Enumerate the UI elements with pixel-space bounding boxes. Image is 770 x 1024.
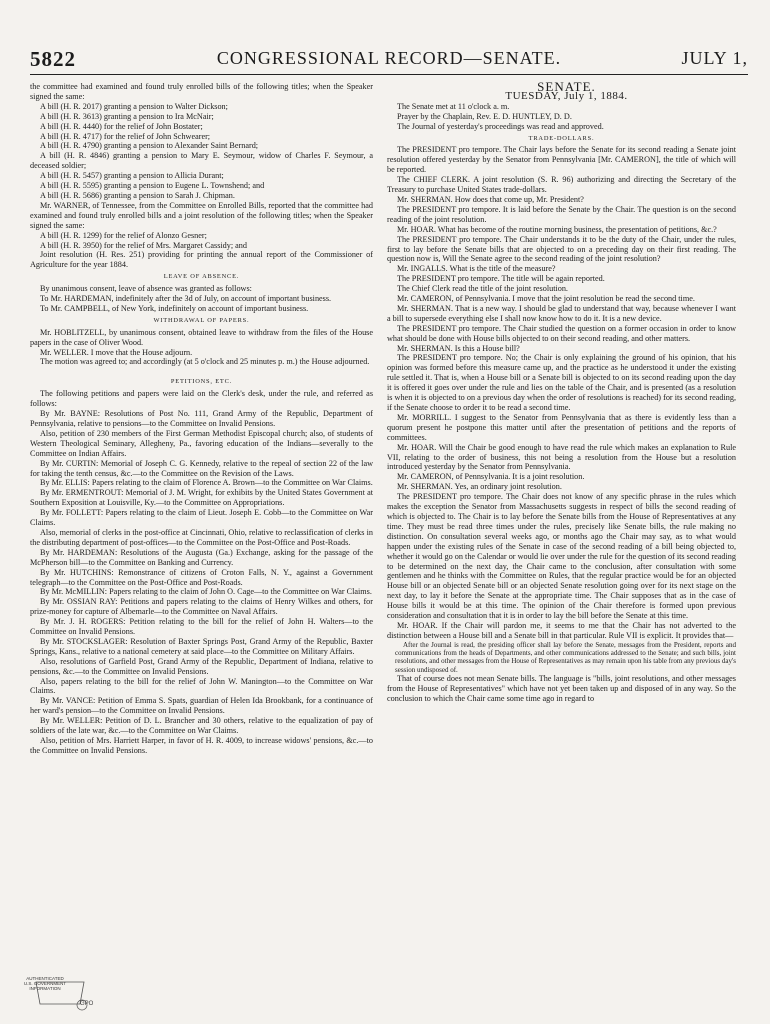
paragraph: The Journal of yesterday's proceedings was read and approved. [397,121,604,131]
left-column [30,82,373,756]
stamp-line: INFORMATION [29,986,61,992]
paragraph: Also, resolutions of Garfield Post, Grand Army of the Republic, Department of Indiana, relative to pensions, &c.—to the Committee on Invalid Pensions. [30,656,373,676]
paragraph: A bill (H. R. 1299) for the relief of Alonzo Gesner; [40,230,207,240]
paragraph: A bill (H. R. 5457) granting a pension to Allicia Durant; [40,171,224,181]
quoted-rule: After the Journal is read, the presiding officer shall lay before the Senate, messages from the President, reports and communications from the heads of Departments, and other communications addressed to the Senate; and such bills, joint resolutions, and other messages from the House of Representatives as may remain upon his table from any previous day's session undisposed of. [395,640,736,674]
paragraph: The PRESIDENT pro tempore. The title will be again reported. [397,274,605,284]
paragraph: Mr. CAMERON, of Pennsylvania. I move that the joint resolution be read the second time. [397,294,695,304]
paragraph: The CHIEF CLERK. A joint resolution (S. R. 96) authorizing and directing the Secretary of the Treasury to purchase United States trade-dollars. [387,175,736,195]
paragraph: That of course does not mean Senate bills. The language is "bills, joint resolutions, and other messages from the House of Representatives" which have not yet been taken up and disposed of in any way. So the conclusion to which the Chair came some time ago in regard to [387,673,736,703]
paragraph: To Mr. CAMPBELL, of New York, indefinitely on account of important business. [40,303,309,313]
paragraph: Mr. SHERMAN. How does that come up, Mr. President? [397,194,584,204]
paragraph: A bill (H. R. 5595) granting a pension to Eugene L. Townshend; and [40,181,265,191]
paragraph: A bill (H. R. 4846) granting a pension to Mary E. Seymour, widow of Charles F. Seymour, a deceased soldier; [30,151,373,171]
paragraph: A bill (H. R. 4717) for the relief of John Schwearer; [40,131,211,141]
paragraph: Mr. SHERMAN. Yes, an ordinary joint resolution. [397,482,562,492]
paragraph: Also, memorial of clerks in the post-office at Cincinnati, Ohio, relative to reclassification of clerks in the distributing department of post-offices—to the Committee on the Post-Office and Post-Roads. [30,527,373,547]
paragraph: By Mr. VANCE: Petition of Emma S. Spats, guardian of Helen Ida Brookbank, for a continuance of her ward's pension—to the Committee on Invalid Pensions. [30,696,373,716]
paragraph: Joint resolution (H. Res. 251) providing for printing the annual report of the Commissioner of Agriculture for the year 1884. [30,250,373,270]
paragraph: The PRESIDENT pro tempore. The Chair does not know of any specific phrase in the rules which makes the exception the Senator from Massachusetts suggests in respect of bills the second reading of which is objected to. The Chair is to lay before the Senate bills from the House of Representatives at any time. They must be read three times under the rules, precisely like Senate bills, the rule making no distinction. On consultation several weeks ago, or months ago the Chair may say, as to what would happen under the existing rules of the Senate in case of the second reading of a bill being objected to, whether it would go on the Calendar or would lie over under the rule for the question of its second reading to be determined on the next day, the Chair came to the conclusion, after consultation with some gentlemen and he thinks with the Committee on Rules, that the regular practice would be for an objected House bill or an objected Senate bill or an objected Senate resolution going over for its next stage on the next day, to lay it before the Senate at the appropriate time. The Chair supposes that as in the case of House bills it would be at this time. The opinion of the Chair therefore is formed upon previous consideration and consultation that it is in order to lay the bill before the Senate at this time. [387,492,736,621]
paragraph: The Senate met at 11 o'clock a. m. [397,101,510,111]
paragraph: By Mr. STOCKSLAGER: Resolution of Baxter Springs Post, Grand Army of the Republic, Baxter Springs, Kans., relative to a national cemetery at said place—to the Committee on Military Affairs. [30,636,373,656]
header-rule [30,74,748,75]
paragraph: A bill (H. R. 3613) granting a pension to Ira McNair; [40,111,214,121]
paragraph: Mr. INGALLS. What is the title of the measure? [397,264,556,274]
paragraph: A bill (H. R. 3950) for the relief of Mrs. Margaret Cassidy; and [40,240,247,250]
senate-heading: SENATE. [537,79,596,94]
paragraph: Mr. WARNER, of Tennessee, from the Committee on Enrolled Bills, reported that the committee had examined and found truly enrolled bills and a joint resolution of the following titles; when the Speaker signed the same: [30,200,373,230]
paragraph: Mr. HOAR. If the Chair will pardon me, it seems to me that the Chair has not adverted to the distinction between a House bill and a Senate bill in that particular. Rule VII is explicit. It provides that— [387,620,736,640]
paragraph: By Mr. HUTCHINS: Remonstrance of citizens of Croton Falls, N. Y., against a Government telegraph—to the Committee on the Post-Office and Post-Roads. [30,567,373,587]
paragraph: Also, papers relating to the bill for the relief of John W. Manington—to the Committee on War Claims. [30,676,373,696]
paragraph: The PRESIDENT pro tempore. The Chair lays before the Senate for its second reading a Senate joint resolution offered yesterday by the Senator from Pennsylvania [Mr. CAMERON], the title of which will be reported. [387,145,736,175]
paragraph: Mr. SHERMAN. That is a new way. I should be glad to understand that way, because whenever I want a bill to supersede everything else I shall now know how to do it. It is a new device. [387,303,736,323]
paragraph: By Mr. WELLER: Petition of D. L. Brancher and 30 others, relative to the equalization of pay of soldiers of the late war, &c.—to the Committee on War Claims. [30,716,373,736]
header-date: JULY 1, [681,48,748,68]
paragraph: A bill (H. R. 4440) for the relief of John Bostater; [40,121,203,131]
paragraph: Prayer by the Chaplain, Rev. E. D. HUNTLEY, D. D. [397,111,572,121]
paragraph: By Mr. HARDEMAN: Resolutions of the Augusta (Ga.) Exchange, asking for the passage of the McPherson bill—to the Committee on Banking and Currency. [30,547,373,567]
paragraph: Mr. HOBLITZELL, by unanimous consent, obtained leave to withdraw from the files of the House papers in the case of Oliver Wood. [30,327,373,347]
stamp-line: AUTHENTICATED [26,976,64,981]
paragraph: Mr. SHERMAN. Is this a House bill? [397,343,520,353]
paragraph: By Mr. McMILLIN: Papers relating to the claim of John O. Cage—to the Committee on War Claims. [40,587,372,597]
section-heading: TRADE-DOLLARS. [528,134,595,142]
paragraph: By Mr. J. H. ROGERS: Petition relating to the bill for the relief of John H. Walters—to the Committee on Invalid Pensions. [30,617,373,637]
paragraph: The PRESIDENT pro tempore. The Chair understands it to be the duty of the Chair, under the rules, first to lay before the Senate bills that are objected to on a preceding day on their first reading. The question now is, Will the Senate agree to the second reading of the joint resolution? [387,234,736,264]
paragraph: The PRESIDENT pro tempore. No; the Chair is only explaining the ground of his opinion, that his opinion was formed before this measure came up, and the practice as he understood it under the existing rule settled it. That is, when a House bill or a Senate bill is objected to on its second reading upon the day it is offered it goes over under the rule and lies on the table of the Chair, and is presented (as a resolution is when it is objected to on a previous day when the order of resolutions is reached) for its second reading, if the Senate choose to order it to be read a second time. [387,353,736,412]
paragraph: Also, petition of 230 members of the First German Methodist Episcopal church; also, of students of Western Theological Seminary, Allegheny, Pa., favoring education of the Indians—severally to the Committee on Indian Affairs. [30,428,373,458]
paragraph: The PRESIDENT pro tempore. It is laid before the Senate by the Chair. The question is on the second reading of the joint resolution. [387,204,736,224]
right-column [387,79,736,704]
paragraph: the committee had examined and found truly enrolled bills of the following titles; when the Speaker signed the same: [30,82,373,101]
paragraph: Also, petition of Mrs. Harriett Harper, in favor of H. R. 4009, to increase widows' pensions, &c.—to the Committee on Invalid Pensions. [30,736,373,755]
session-date: TUESDAY, July 1, 1884. [505,89,628,102]
paragraph: To Mr. HARDEMAN, indefinitely after the 3d of July, on account of important business. [40,294,332,304]
paragraph: The motion was agreed to; and accordingly (at 5 o'clock and 25 minutes p. m.) the House adjourned. [40,357,370,367]
spacer [30,367,373,375]
paragraph: Mr. HOAR. What has become of the routine morning business, the presentation of petitions, &c.? [397,224,717,234]
section-heading: PETITIONS, ETC. [170,378,233,386]
paragraph: Mr. CAMERON, of Pennsylvania. It is a joint resolution. [397,472,585,482]
paragraph: A bill (H. R. 4790) granting a pension to Alexander Saint Bernard; [40,141,259,151]
page-title: CONGRESSIONAL RECORD—SENATE. [216,48,562,68]
paragraph: Mr. WELLER. I move that the House adjourn. [40,347,193,357]
paragraph: By Mr. OSSIAN RAY: Petitions and papers relating to the claims of Henry Wilkes and others, for prize-money for capture of Albemarle—to the Committee on Naval Affairs. [30,597,373,617]
paragraph: By Mr. FOLLETT: Papers relating to the claim of Lieut. Joseph E. Cobb—to the Committee on War Claims. [30,508,373,528]
paragraph: By Mr. CURTIN: Memorial of Joseph C. G. Kennedy, relative to the repeal of section 22 of the law for taking the tenth census, &c.—to the Committee on the Revision of the Laws. [30,458,373,478]
paragraph: By Mr. BAYNE: Resolutions of Post No. 111, Grand Army of the Republic, Department of Pennsylvania, relative to pensions—to the Committee on Invalid Pensions. [30,409,373,428]
paragraph: A bill (H. R. 5686) granting a pension to Sarah J. Chipman. [40,190,235,200]
paragraph: By Mr. ELLIS: Papers relating to the claim of Florence A. Brown—to the Committee on War Claims. [40,478,373,488]
paragraph: A bill (H. R. 2017) granting a pension to Walter Dickson; [40,101,228,111]
page-header [30,47,748,73]
paragraph: By Mr. ERMENTROUT: Memorial of J. M. Wright, for exhibits by the United States Government at Southern Exposition at Louisville, Ky.—to the Committee on Appropriations. [30,488,373,508]
paragraph: By unanimous consent, leave of absence was granted as follows: [40,284,252,294]
paragraph: Mr. MORRILL. I suggest to the Senator from Pennsylvania that as there is evidently less than a quorum present he postpone this matter until after the presentation of petitions and the reports of committees. [387,412,736,442]
authenticated-stamp [10,976,80,992]
section-heading: WITHDRAWAL OF PAPERS. [153,316,250,324]
stamp-line: U.S. GOVERNMENT [23,981,67,987]
paragraph: The Chief Clerk read the title of the joint resolution. [397,284,568,294]
paragraph: The following petitions and papers were laid on the Clerk's desk, under the rule, and referred as follows: [30,389,373,409]
gpo-mark: GPO [80,1001,94,1007]
page-number: 5822 [30,47,76,71]
paragraph: The PRESIDENT pro tempore. The Chair studied the question on a former occasion in order to know what should be done with House bills objected to on their second reading, and other matters. [387,323,736,343]
section-heading: LEAVE OF ABSENCE. [163,273,240,281]
paragraph: Mr. HOAR. Will the Chair be good enough to have read the rule which makes an explanation to Rule VII, relating to the order of business, this not being a resolution from the House but a resolution introduced yesterday by the Senator from Pennsylvania. [387,442,736,472]
